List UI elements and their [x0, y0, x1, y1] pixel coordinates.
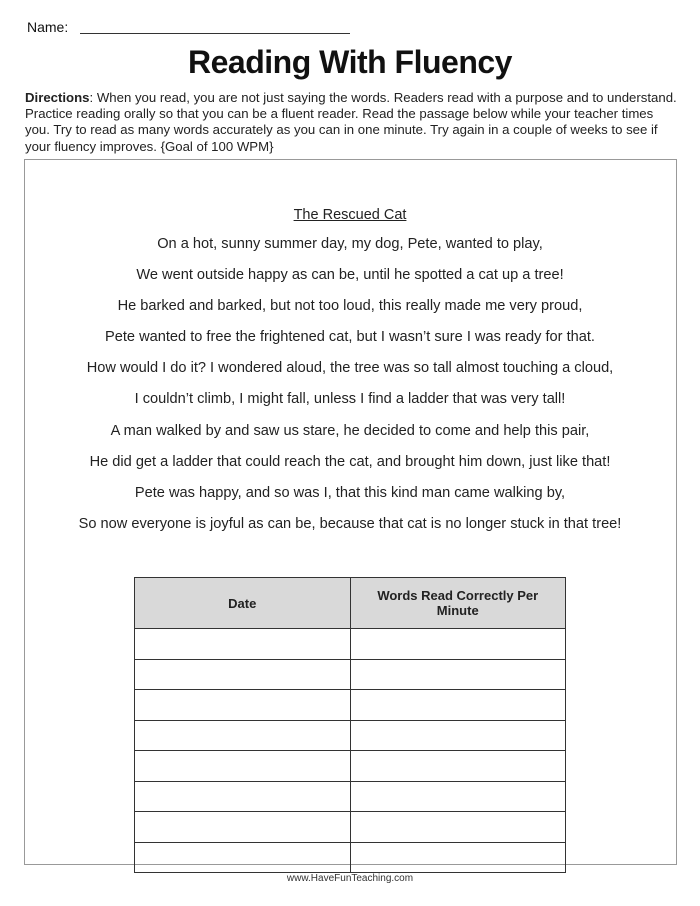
- poem-line: We went outside happy as can be, until he spotted a cat up a tree!: [136, 267, 564, 284]
- table-header-row: [135, 578, 566, 629]
- poem-line: On a hot, sunny summer day, my dog, Pete, wanted to play,: [157, 236, 543, 252]
- poem: [0, 236, 700, 547]
- poem-line: He did get a ladder that could reach the cat, and brought him down, just like that!: [89, 453, 611, 470]
- date-cell[interactable]: [135, 842, 351, 873]
- poem-line: How would I do it? I wondered aloud, the tree was so tall almost touching a cloud,: [86, 360, 614, 377]
- wpm-cell[interactable]: [350, 629, 566, 660]
- table-row: [135, 812, 566, 843]
- wpm-cell[interactable]: [350, 720, 566, 751]
- table-row: [135, 629, 566, 660]
- poem-line: I couldn’t climb, I might fall, unless I find a ladder that was very tall!: [134, 391, 566, 408]
- date-cell[interactable]: [135, 751, 351, 782]
- wpm-column-header: Words Read Correctly Per Minute: [350, 578, 566, 629]
- poem-line: Pete was happy, and so was I, that this kind man came walking by,: [134, 484, 566, 501]
- directions: [25, 90, 680, 155]
- table-row: [135, 720, 566, 751]
- date-column-header: Date: [135, 578, 351, 629]
- poem-line: Pete wanted to free the frightened cat, but I wasn’t sure I was ready for that.: [105, 329, 595, 346]
- name-field-line[interactable]: [80, 33, 350, 34]
- date-cell[interactable]: [135, 629, 351, 660]
- name-label: Name:: [27, 19, 69, 35]
- footer-site: www.HaveFunTeaching.com: [286, 873, 414, 884]
- date-cell[interactable]: [135, 812, 351, 843]
- date-cell[interactable]: [135, 781, 351, 812]
- directions-label: Directions: [25, 90, 90, 105]
- date-cell[interactable]: [135, 720, 351, 751]
- table-row: [135, 690, 566, 721]
- wpm-cell[interactable]: [350, 842, 566, 873]
- story-title: The Rescued Cat: [293, 207, 407, 223]
- table-row: [135, 781, 566, 812]
- date-cell[interactable]: [135, 659, 351, 690]
- fluency-log-table: [134, 577, 566, 873]
- poem-line: A man walked by and saw us stare, he decided to come and help this pair,: [110, 422, 590, 439]
- wpm-cell[interactable]: [350, 812, 566, 843]
- directions-text: : When you read, you are not just saying the words. Readers read with a purpose and to understand. Practice reading orally so that you can be a fluent reader. Read the passage below while your teacher times you. Try to read as many words accurately as you can in one minute. Try again in a couple of weeks to see if your fluency improves. {Goal of 100 WPM}: [25, 90, 677, 154]
- poem-line: So now everyone is joyful as can be, because that cat is no longer stuck in that tree!: [78, 515, 622, 532]
- table-row: [135, 751, 566, 782]
- date-cell[interactable]: [135, 690, 351, 721]
- table-row: [135, 659, 566, 690]
- wpm-cell[interactable]: [350, 690, 566, 721]
- wpm-cell[interactable]: [350, 781, 566, 812]
- table-row: [135, 842, 566, 873]
- poem-line: He barked and barked, but not too loud, this really made me very proud,: [117, 298, 583, 315]
- page-title: Reading With Fluency: [188, 44, 512, 80]
- wpm-cell[interactable]: [350, 751, 566, 782]
- wpm-cell[interactable]: [350, 659, 566, 690]
